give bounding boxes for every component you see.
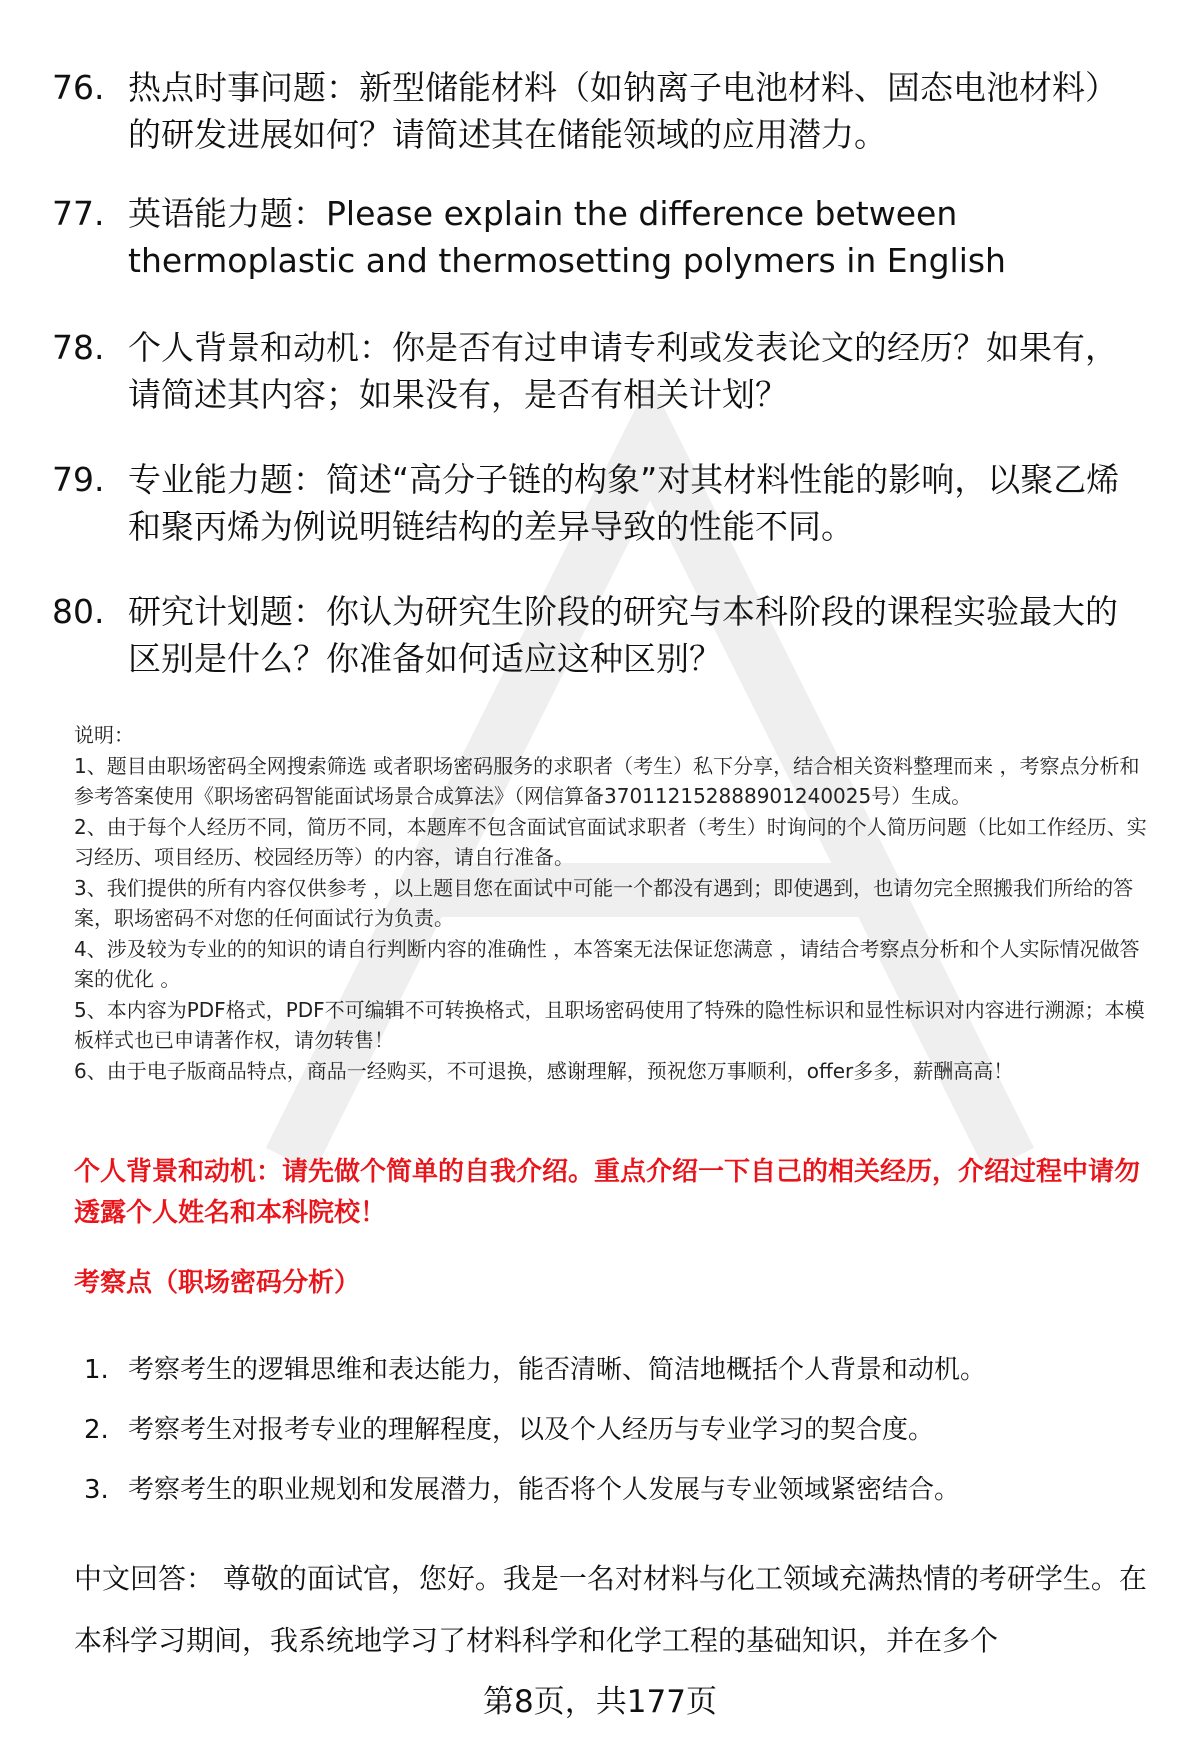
note-item: 4、涉及较为专业的的知识的请自行判断内容的准确性 ，本答案无法保证您满意 ，请结合考察点分析和个人实际情况做答案的优化 。 [74, 936, 1140, 991]
note-item: 3、我们提供的所有内容仅供参考 ，以上题目您在面试中可能一个都没有遇到；即使遇到，也请勿完全照搬我们所给的答案，职场密码不对您的任何面试行为负责。 [74, 875, 1134, 930]
answer-text: 尊敬的面试官，您好。我是一名对材料与化工领域充满热情的考研学生。在本科学习期间，我系统地学习了材料科学和化学工程的基础知识，并在多个 [74, 1562, 1147, 1657]
list-item [84, 1340, 986, 1400]
question-77 [52, 190, 1142, 284]
question-text: 热点时事问题：新型储能材料（如钠离子电池材料、固态电池材料）的研发进展如何？请简述其在储能领域的应用潜力。 [128, 68, 1118, 154]
question-number: 80. [52, 592, 105, 631]
question-76 [52, 64, 1142, 158]
notes-section [74, 720, 1154, 1086]
list-number: 3. [84, 1475, 109, 1505]
question-number: 79. [52, 460, 105, 499]
note-item: 1、题目由职场密码全网搜索筛选 或者职场密码服务的求职者（考生）私下分享，结合相关资料整理而来 ，考察点分析和参考答案使用《职场密码智能面试场景合成算法》（网信算备370112152888901240025号）生成。 [74, 753, 1140, 808]
list-number: 1. [84, 1355, 109, 1385]
question-80 [52, 588, 1142, 682]
question-text: 个人背景和动机：你是否有过申请专利或发表论文的经历？如果有，请简述其内容；如果没有，是否有相关计划？ [128, 328, 1118, 414]
list-text: 考察考生对报考专业的理解程度，以及个人经历与专业学习的契合度。 [128, 1415, 935, 1445]
note-item: 6、由于电子版商品特点，商品一经购买，不可退换，感谢理解，预祝您万事顺利，offer多多，薪酬高高！ [74, 1058, 1014, 1083]
question-text: 英语能力题：Please explain the difference between thermoplastic and thermosetting polymers in English [128, 194, 1006, 280]
question-number: 76. [52, 68, 105, 107]
list-item [84, 1400, 986, 1460]
note-item: 5、本内容为PDF格式，PDF不可编辑不可转换格式，且职场密码使用了特殊的隐性标识和显性标识对内容进行溯源；本模板样式也已申请著作权，请勿转售！ [74, 997, 1145, 1052]
question-text: 研究计划题：你认为研究生阶段的研究与本科阶段的课程实验最大的区别是什么？你准备如何适应这种区别？ [128, 592, 1118, 678]
question-number: 78. [52, 328, 105, 367]
question-79 [52, 456, 1142, 550]
list-item [84, 1460, 986, 1520]
analysis-heading: 考察点（职场密码分析） [74, 1268, 361, 1298]
question-text: 专业能力题：简述“高分子链的构象”对其材料性能的影响，以聚乙烯和聚丙烯为例说明链结构的差异导致的性能不同。 [128, 460, 1120, 546]
question-number: 77. [52, 194, 105, 233]
answer-paragraph [74, 1548, 1174, 1672]
page-footer: 第8页，共177页 [483, 1684, 717, 1720]
notes-title: 说明： [74, 723, 134, 747]
answer-label: 中文回答： [74, 1562, 215, 1595]
list-text: 考察考生的职业规划和发展潜力，能否将个人发展与专业领域紧密结合。 [128, 1475, 961, 1505]
list-text: 考察考生的逻辑思维和表达能力，能否清晰、简洁地概括个人背景和动机。 [128, 1355, 987, 1385]
question-78 [52, 324, 1142, 418]
note-item: 2、由于每个人经历不同，简历不同，本题库不包含面试官面试求职者（考生）时询问的个人简历问题（比如工作经历、实习经历、项目经历、校园经历等）的内容，请自行准备。 [74, 814, 1147, 869]
analysis-list [84, 1340, 986, 1520]
question-heading: 个人背景和动机：请先做个简单的自我介绍。重点介绍一下自己的相关经历，介绍过程中请勿透露个人姓名和本科院校！ [74, 1157, 1141, 1228]
list-number: 2. [84, 1415, 109, 1445]
